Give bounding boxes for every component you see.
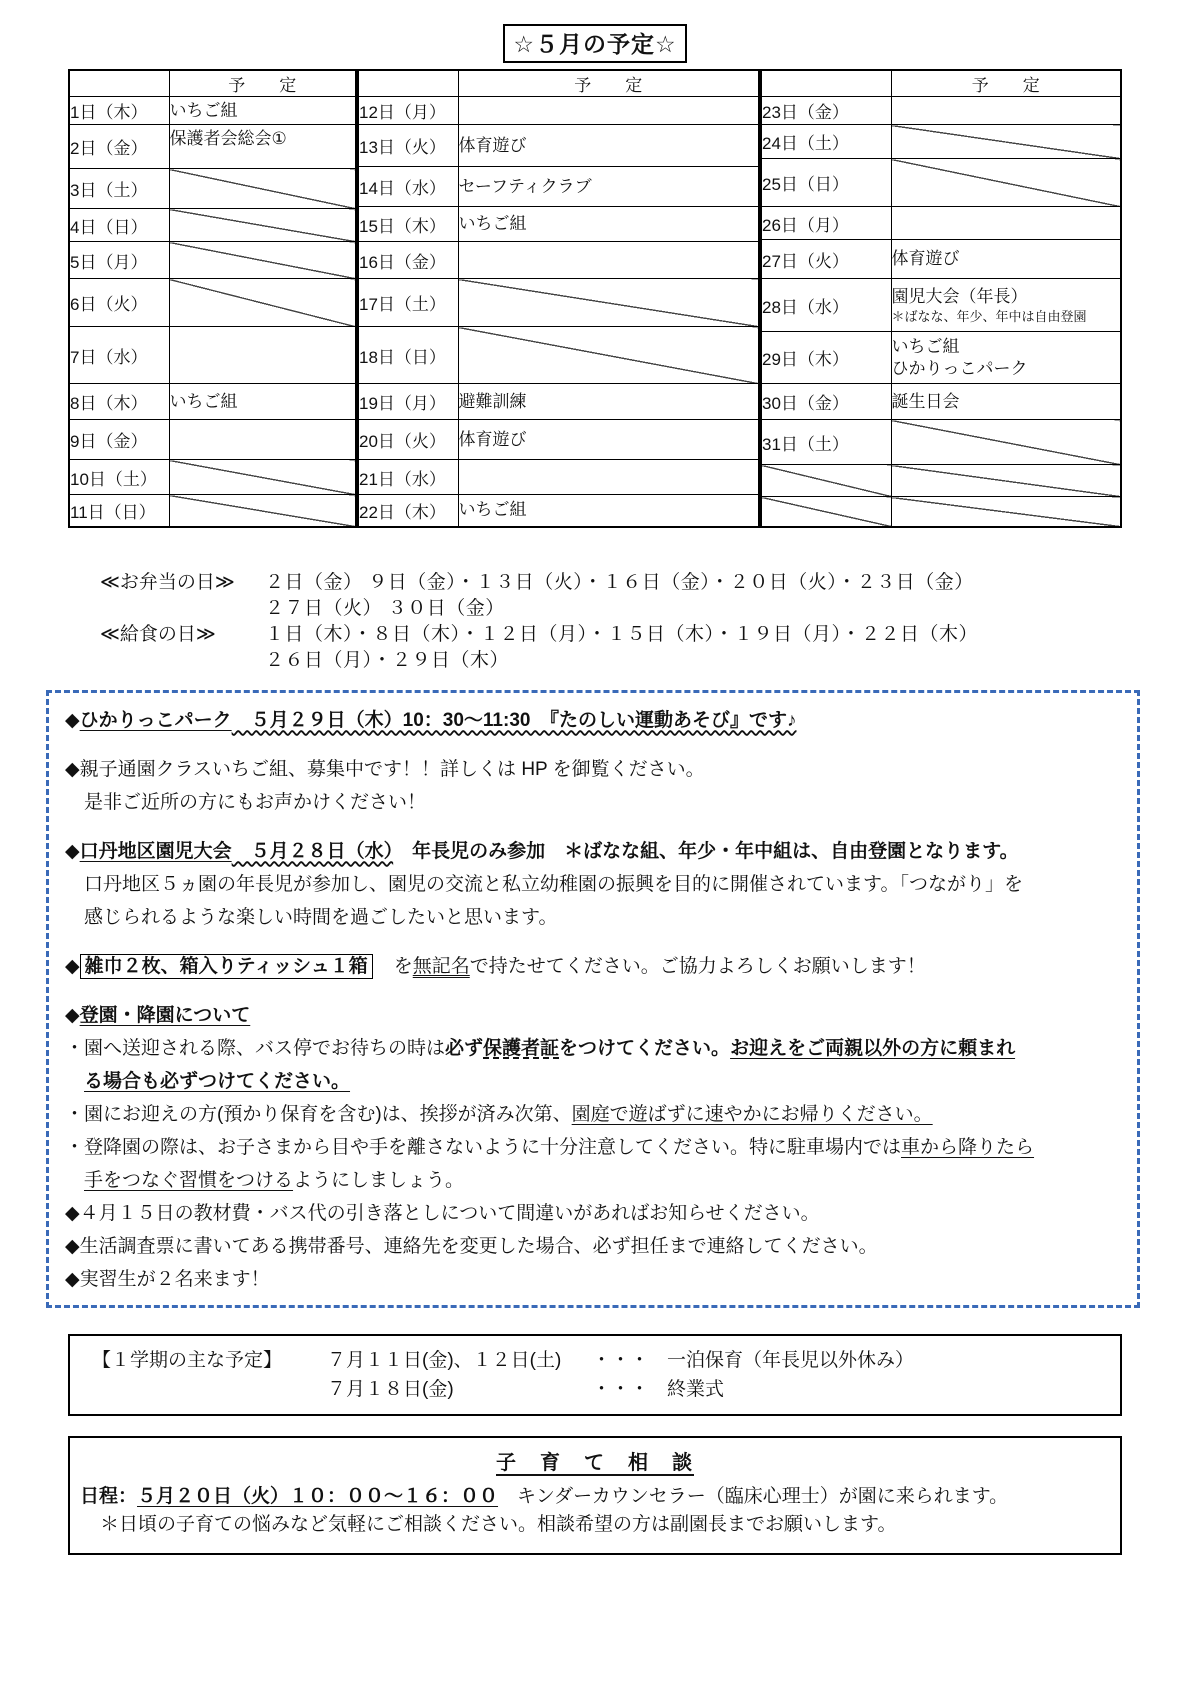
note-line [65, 836, 1123, 869]
calendar-event-cell [169, 495, 356, 527]
calendar-event-cell [891, 497, 1121, 527]
note-segment: 口丹地区園児大会 [79, 840, 232, 862]
note-line [65, 1264, 1123, 1297]
calendar-row [358, 125, 759, 167]
calendar-date-cell: 11日（日） [69, 495, 169, 527]
meal-label-spacer [100, 648, 265, 674]
calendar-event-cell [169, 125, 356, 169]
calendar-event-cell [169, 384, 356, 420]
note-line [65, 1132, 1123, 1165]
note-spacer [65, 984, 1123, 1000]
calendar-header-date [761, 70, 891, 97]
calendar-date-cell: 26日（月） [761, 207, 891, 240]
note-spacer [65, 935, 1123, 951]
calendar-event-cell [891, 465, 1121, 497]
term-date: ７月１８日(金) [327, 1378, 454, 1400]
calendar-date-cell: 24日（土） [761, 125, 891, 159]
note-segment: 手をつなぐ習慣をつける [84, 1169, 294, 1191]
calendar-event-text: 体育遊び [891, 249, 960, 268]
calendar-row [69, 420, 356, 460]
term-desc: 一泊保育（年長児以外休み） [667, 1349, 915, 1371]
lunch-days-row [100, 648, 1190, 674]
calendar-row [358, 207, 759, 242]
bento-days-row [100, 596, 1190, 622]
note-segment: ・登降園の際は、お子さまから目や手を離さないように十分注意してください。特に駐車場内では [65, 1136, 902, 1158]
title-row [0, 0, 1190, 63]
calendar-event-text: 誕生日会 [891, 391, 960, 411]
calendar-row [69, 460, 356, 495]
calendar-event-text: 避難訓練 [458, 391, 527, 411]
note-segment: ◆生活調査票に書いてある携帯番号、連絡先を変更した場合、必ず担任まで連絡してください。 [65, 1235, 878, 1257]
calendar-date-cell: 22日（木） [358, 495, 458, 527]
note-line [65, 869, 1123, 902]
calendar-table-1 [68, 69, 357, 528]
term-dots: ・・・ [592, 1349, 650, 1371]
calendar-event-text: ひかりっこパーク [891, 358, 1028, 378]
note-segment: で持たせてください。ご協力よろしくお願いします！ [469, 955, 926, 977]
calendar-date-cell: 18日（日） [358, 327, 458, 384]
calendar-event-cell [169, 460, 356, 495]
calendar-row [761, 420, 1121, 465]
consultation-title: 子 育 て 相 談 [496, 1451, 694, 1474]
consultation-box [68, 1436, 1122, 1555]
note-segment: ・園にお迎えの方(預かり保育を含む)は、挨拶が済み次第、 [65, 1103, 572, 1125]
calendar-event-cell [169, 97, 356, 125]
calendar-row [69, 209, 356, 242]
consultation-schedule [80, 1483, 1110, 1511]
bento-days-line1: ２日（金） ９日（金）・１３日（火）・１６日（金）・２０日（火）・２３日（金） [265, 571, 974, 593]
note-line [65, 1165, 1123, 1198]
note-line [65, 754, 1123, 787]
note-line [65, 951, 1123, 984]
term-schedule-box [68, 1334, 1122, 1416]
calendar-event-cell [891, 279, 1121, 332]
calendar-row [69, 327, 356, 384]
note-line [65, 1198, 1123, 1231]
note-line [65, 705, 1123, 738]
note-line [65, 1000, 1123, 1033]
calendar-row [358, 495, 759, 527]
calendar-event-cell [169, 242, 356, 279]
calendar-event-cell [458, 495, 759, 527]
note-segment: ５月２９日（木）10：30～11:30 『たのしい運動あそび』です♪ [231, 709, 797, 731]
note-line [65, 1099, 1123, 1132]
calendar-date-cell: 7日（水） [69, 327, 169, 384]
calendar-event-cell [458, 279, 759, 327]
note-segment: 雑巾２枚、箱入りティッシュ１箱 [80, 954, 373, 979]
calendar-row [358, 460, 759, 495]
calendar-event-cell [169, 279, 356, 327]
calendar-date-cell: 25日（日） [761, 159, 891, 207]
bento-days-row [100, 570, 1190, 596]
calendar-header-schedule: 予 定 [891, 70, 1121, 97]
calendar-event-cell [891, 332, 1121, 384]
note-segment: ◆４月１５日の教材費・バス代の引き落としについて間違いがあればお知らせください。 [65, 1202, 820, 1224]
calendar-row [358, 279, 759, 327]
notes-box [46, 690, 1140, 1308]
calendar-row [761, 384, 1121, 420]
calendar-event-cell [169, 209, 356, 242]
calendar-header-schedule: 予 定 [169, 70, 356, 97]
note-segment: ５月２８日（水） [231, 840, 394, 862]
calendar-row [69, 125, 356, 169]
calendar-date-cell: 20日（火） [358, 420, 458, 460]
note-segment: 年長児のみ参加 ＊ばなな組、年少・年中組は、自由登園となります。 [393, 840, 1019, 862]
term-row [92, 1375, 1120, 1404]
calendar-event-cell [169, 327, 356, 384]
calendar-date-cell: 28日（水） [761, 279, 891, 332]
note-segment: 必ず [445, 1037, 484, 1059]
note-segment: ◆ [65, 840, 80, 862]
calendar-date-cell: 15日（木） [358, 207, 458, 242]
calendar-date-cell: 27日（火） [761, 240, 891, 279]
calendar-date-cell: 14日（水） [358, 167, 458, 207]
note-line [65, 1033, 1123, 1066]
note-spacer [65, 820, 1123, 836]
calendar-date-cell: 21日（水） [358, 460, 458, 495]
note-segment: 口丹地区５ヵ園の年長児が参加し、園児の交流と私立幼稚園の振興を目的に開催されています。「つながり」を [65, 873, 1023, 895]
calendar-row [761, 125, 1121, 159]
calendar-date-cell: 3日（土） [69, 169, 169, 209]
calendar-date-cell: 9日（金） [69, 420, 169, 460]
calendar-event-cell [891, 125, 1121, 159]
calendar-event-text: ＊ばなな、年少、年中は自由登園 [891, 308, 1087, 324]
calendar-event-text: 保護者会総会① [169, 129, 287, 148]
calendar-event-text: いちご組 [169, 391, 238, 411]
calendar-date-cell: 31日（土） [761, 420, 891, 465]
calendar-row [761, 332, 1121, 384]
calendar-date-cell: 1日（木） [69, 97, 169, 125]
calendar-row [358, 384, 759, 420]
calendar-event-cell [891, 384, 1121, 420]
calendar-row [761, 497, 1121, 527]
note-line [65, 787, 1123, 820]
lunch-days-line1: １日（木）・８日（木）・１２日（月）・１５日（木）・１９日（月）・２２日（木） [265, 623, 979, 645]
calendar-date-cell: 10日（土） [69, 460, 169, 495]
calendar-row [761, 240, 1121, 279]
calendar-row [358, 242, 759, 279]
consultation-schedule-rest: キンダーカウンセラー（臨床心理士）が園に来られます。 [498, 1485, 1009, 1507]
calendar-event-cell [458, 384, 759, 420]
calendar-header-date [358, 70, 458, 97]
note-segment: 無記名 [412, 955, 470, 977]
calendar-event-text: 園児大会（年長） [891, 286, 1028, 306]
note-segment: ◆実習生が２名来ます！ [65, 1268, 270, 1290]
note-segment: 車から降りたら [901, 1136, 1035, 1158]
calendar-date-cell: 30日（金） [761, 384, 891, 420]
term-desc: 終業式 [667, 1378, 725, 1400]
calendar-row [69, 279, 356, 327]
calendar-date-cell: 17日（土） [358, 279, 458, 327]
note-segment: ひかりっこパーク [79, 709, 232, 731]
calendar-event-cell [458, 242, 759, 279]
lunch-days-row [100, 622, 1190, 648]
calendar-row [69, 495, 356, 527]
calendar-date-cell: 23日（金） [761, 97, 891, 125]
calendar-row [69, 97, 356, 125]
note-segment: 保護者証 [483, 1037, 560, 1059]
note-spacer [65, 738, 1123, 754]
calendar-event-cell [458, 420, 759, 460]
calendar-event-text: 体育遊び [458, 135, 527, 155]
calendar-event-text: いちご組 [458, 500, 527, 520]
meal-days-section [100, 570, 1190, 674]
calendar-date-cell: 13日（火） [358, 125, 458, 167]
calendar-event-text: いちご組 [458, 214, 527, 233]
calendar-date-cell: 4日（日） [69, 209, 169, 242]
term-date: ７月１１日(金)、１２日(土) [327, 1349, 562, 1371]
calendar-date-cell: 29日（木） [761, 332, 891, 384]
calendar-row [761, 279, 1121, 332]
term-label: 【１学期の主な予定】 [92, 1349, 283, 1371]
note-segment [65, 1170, 84, 1191]
term-dots: ・・・ [592, 1378, 650, 1400]
note-segment: お迎えをご両親以外の方に頼まれ [730, 1037, 1016, 1059]
bento-days-label: ≪お弁当の日≫ [100, 571, 235, 593]
note-segment: ◆ [65, 955, 80, 977]
calendar-row [761, 97, 1121, 125]
note-segment: ◆親子通園クラスいちご組、募集中です！！詳しくは HP を御覧ください。 [65, 758, 705, 780]
calendar-event-cell [891, 97, 1121, 125]
calendar-event-cell [891, 159, 1121, 207]
note-segment: を [374, 955, 413, 977]
page-title: ☆５月の予定☆ [503, 24, 686, 63]
calendar-event-cell [458, 167, 759, 207]
consultation-schedule-label: 日程： [80, 1485, 138, 1507]
note-segment: る場合も必ずつけてください。 [84, 1070, 351, 1092]
calendar-date-cell [761, 497, 891, 527]
calendar-event-cell [458, 207, 759, 242]
note-segment: ようにしましょう。 [293, 1169, 465, 1191]
note-line [65, 902, 1123, 935]
calendar-row [358, 327, 759, 384]
calendar-event-cell [458, 125, 759, 167]
calendar-table-2 [357, 69, 760, 528]
calendar-date-cell: 2日（金） [69, 125, 169, 169]
calendar-row [69, 384, 356, 420]
calendar-date-cell: 16日（金） [358, 242, 458, 279]
note-segment: ◆ [65, 1004, 80, 1026]
consultation-note: ＊日頃の子育ての悩みなど気軽にご相談ください。相談希望の方は副園長までお願いします。 [100, 1513, 897, 1535]
calendar-date-cell: 5日（月） [69, 242, 169, 279]
lunch-days-line2: ２６日（月）・２９日（木） [265, 649, 510, 671]
calendar-date-cell: 12日（月） [358, 97, 458, 125]
calendar-table-3 [760, 69, 1122, 528]
note-line [65, 1066, 1123, 1099]
calendar-event-cell [891, 207, 1121, 240]
calendar-event-cell [891, 420, 1121, 465]
calendar-date-cell: 8日（木） [69, 384, 169, 420]
note-segment: 是非ご近所の方にもお声かけください！ [65, 791, 427, 813]
calendar-date-cell: 6日（火） [69, 279, 169, 327]
calendar-row [69, 169, 356, 209]
notes-lines [65, 705, 1123, 1297]
calendar-date-cell: 19日（月） [358, 384, 458, 420]
note-segment [65, 1071, 84, 1092]
calendar-event-cell [458, 460, 759, 495]
note-segment: 園庭で遊ばずに速やかにお帰りください。 [571, 1103, 933, 1125]
calendar-row [761, 465, 1121, 497]
calendar-row [69, 242, 356, 279]
calendar-row [761, 159, 1121, 207]
term-label-spacer [92, 1375, 327, 1404]
note-segment: ・園へ送迎される際、バス停でお待ちの時は [65, 1037, 446, 1059]
calendar-header-date [69, 70, 169, 97]
calendar-date-cell [761, 465, 891, 497]
lunch-days-label: ≪給食の日≫ [100, 623, 216, 645]
calendar-header-schedule: 予 定 [458, 70, 759, 97]
note-segment: 登園・降園について [79, 1004, 251, 1026]
calendar-event-text: 体育遊び [458, 429, 527, 449]
calendar-event-cell [169, 169, 356, 209]
note-segment: をつけてください。 [559, 1037, 731, 1059]
calendar-event-cell [891, 240, 1121, 279]
calendar-row [358, 97, 759, 125]
term-row [92, 1346, 1120, 1375]
calendar-event-text: いちご組 [891, 336, 960, 356]
note-line [65, 1231, 1123, 1264]
calendar-event-cell [458, 97, 759, 125]
calendar-event-cell [458, 327, 759, 384]
calendar-row [358, 420, 759, 460]
calendar-event-text: いちご組 [169, 100, 238, 120]
note-segment: ◆ [65, 709, 80, 731]
calendar-row [761, 207, 1121, 240]
calendar-row [358, 167, 759, 207]
meal-label-spacer [100, 596, 265, 622]
bento-days-line2: ２７日（火） ３０日（金） [265, 597, 505, 619]
calendar-event-cell [169, 420, 356, 460]
consultation-schedule-time: ５月２０日（火）１０：００～１６：００ [137, 1485, 499, 1507]
may-calendar [68, 69, 1190, 528]
calendar-event-text: セーフティクラブ [458, 176, 592, 196]
note-segment: 感じられるような楽しい時間を過ごしたいと思います。 [65, 906, 558, 928]
